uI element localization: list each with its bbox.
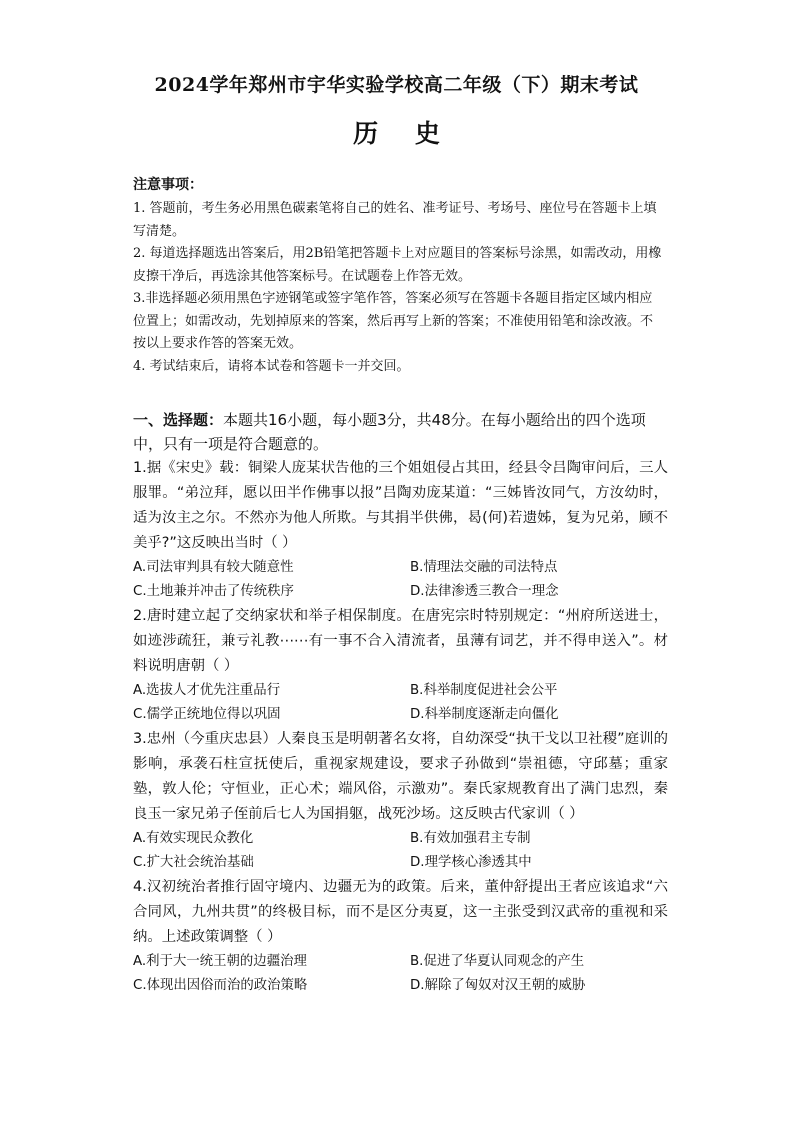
question: [133, 456, 668, 604]
option-c: C.土地兼并冲击了传统秩序: [133, 584, 294, 599]
question-stem: 3.忠州（今重庆忠县）人秦良玉是明朝著名女将，自幼深受“执干戈以卫社稷”庭训的影响，承袭石柱宣抚使后，重视家规建设，要求子孙做到“崇祖德，守邱墓；重家塾，敦人伦；守恒业，正心术；端风俗，示激劝”。秦氏家规教育出了满门忠烈，秦良玉一家兄弟子侄前后七人为国捐躯，战死沙场。这反映古代家训（ ）: [133, 731, 668, 822]
option-d: D.法律渗透三教合一理念: [410, 584, 559, 599]
option-d: D.科举制度逐渐走向僵化: [410, 707, 559, 722]
section-description: 本题共16小题，每小题3分，共48分。在每小题给出的四个选项中，只有一项是符合题意的。: [133, 411, 646, 453]
option-a: A.有效实现民众教化: [133, 831, 254, 846]
option-b: B.有效加强君主专制: [410, 831, 531, 846]
option-a: A.利于大一统王朝的边疆治理: [133, 954, 307, 969]
question: [133, 727, 668, 875]
question-options: [133, 950, 668, 998]
note-item: 4. 考试结束后，请将本试卷和答题卡一并交回。: [133, 358, 410, 374]
note-item: 2. 每道选择题选出答案后，用2B铅笔把答题卡上对应题目的答案标号涂黑，如需改动，用橡皮擦干净后，再选涂其他答案标号。在试题卷上作答无效。: [133, 246, 662, 284]
question-stem: 1.据《宋史》载：铜梁人庞某状告他的三个姐姐侵占其田，经县令吕陶审问后，三人服罪。“弟泣拜，愿以田半作佛事以报”吕陶劝庞某道：“三姊皆汝同气，方汝幼时，适为汝主之尔。不然亦为他人所欺。与其捐半供佛，曷(何)若遗姊，复为兄弟，顾不美乎?”这反映出当时（ ）: [133, 460, 668, 551]
exam-title: 2024学年郑州市宇华实验学校高二年级（下）期末考试: [154, 74, 639, 96]
note-item: 1. 答题前，考生务必用黑色碳素笔将自己的姓名、准考证号、考场号、座位号在答题卡上填写清楚。: [133, 201, 657, 239]
question-options: [133, 556, 668, 604]
question: [133, 875, 668, 998]
option-a: A.司法审判具有较大随意性: [133, 560, 294, 575]
option-c: C.扩大社会统治基础: [133, 855, 254, 870]
option-b: B.情理法交融的司法特点: [410, 560, 558, 575]
question-stem: 4.汉初统治者推行固守境内、边疆无为的政策。后来，董仲舒提出王者应该追求“六合同风，九州共贯”的终极目标，而不是区分夷夏，这一主张受到汉武帝的重视和采纳。上述政策调整（ ）: [133, 879, 668, 945]
section-heading: [133, 408, 668, 456]
question-options: [133, 827, 668, 875]
subject-title: 历 史: [353, 119, 440, 148]
notes-heading: 注意事项：: [133, 177, 203, 193]
option-d: D.解除了匈奴对汉王朝的威胁: [410, 978, 586, 993]
question-stem: 2.唐时建立起了交纳家状和举子相保制度。在唐宪宗时特别规定：“州府所送进士，如迹涉疏狂，兼亏礼教⋯⋯有一事不合入清流者，虽薄有词艺，并不得申送入”。材料说明唐朝（ ）: [133, 608, 668, 674]
option-d: D.理学核心渗透其中: [410, 855, 532, 870]
note-item: 3.非选择题必须用黑色字迹钢笔或签字笔作答，答案必须写在答题卡各题目指定区域内相应位置上；如需改动，先划掉原来的答案，然后再写上新的答案；不准使用铅笔和涂改液。不按以上要求作答的答案无效。: [133, 291, 654, 351]
choice-section: [133, 408, 668, 998]
option-c: C.儒学正统地位得以巩固: [133, 707, 281, 722]
option-a: A.选拔人才优先注重品行: [133, 683, 281, 698]
option-c: C.体现出因俗而治的政治策略: [133, 978, 308, 993]
section-label: 一、选择题：: [133, 411, 224, 429]
notes-block: [133, 174, 663, 378]
option-b: B.促进了华夏认同观念的产生: [410, 954, 585, 969]
option-b: B.科举制度促进社会公平: [410, 683, 558, 698]
question-options: [133, 679, 668, 727]
question: [133, 604, 668, 727]
